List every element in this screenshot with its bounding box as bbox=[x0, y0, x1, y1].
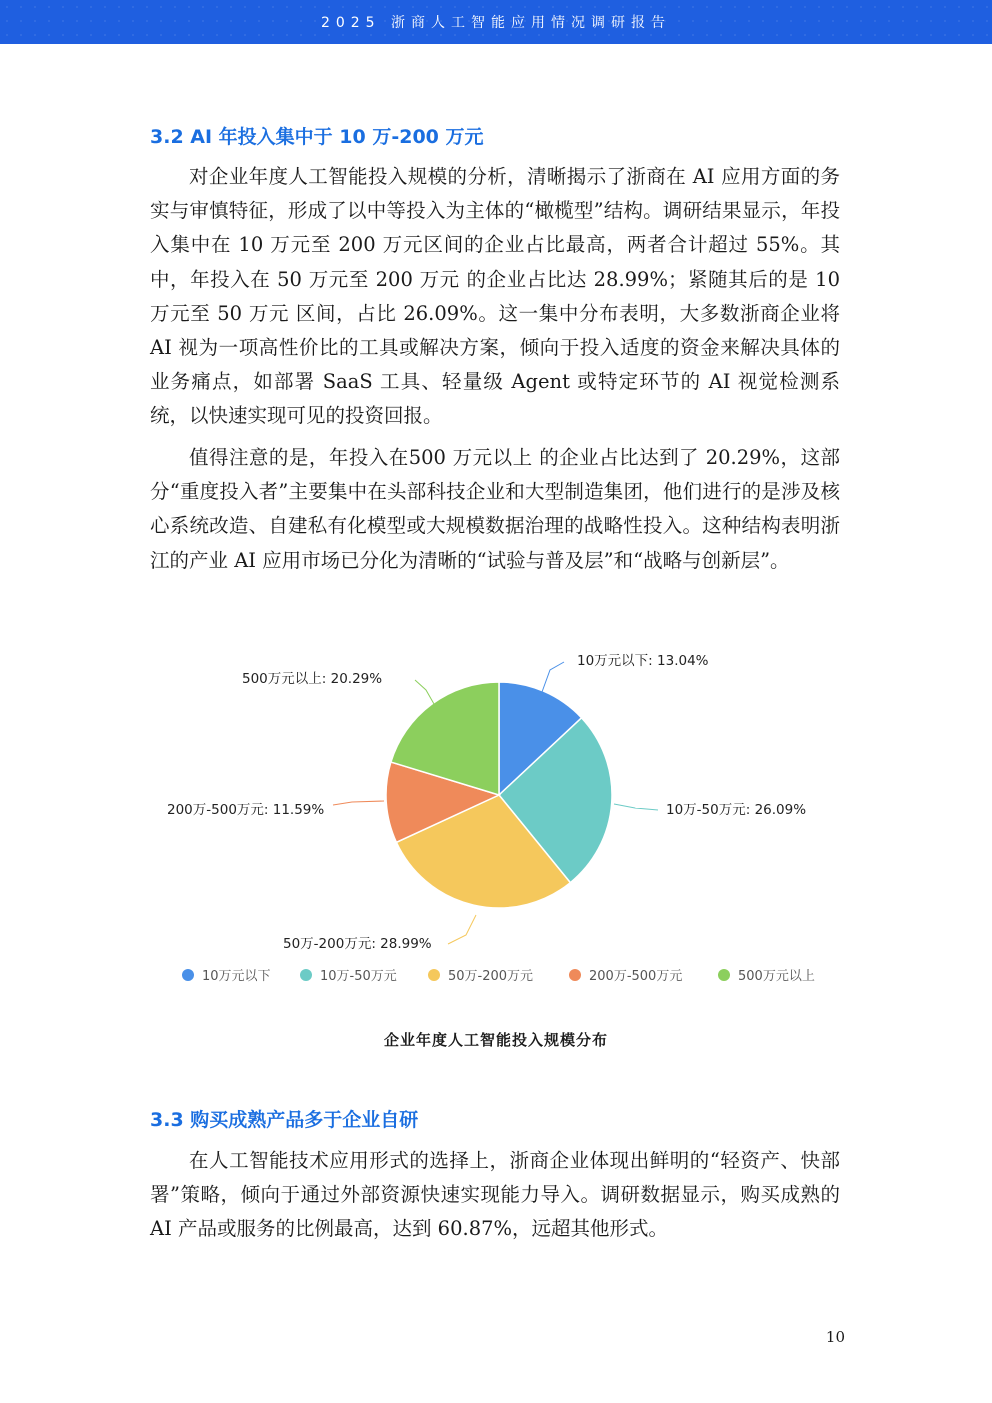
legend-label: 10万-50万元 bbox=[320, 969, 397, 984]
paragraph: 值得注意的是，年投入在500 万元以上 的企业占比达到了 20.29%，这部分“重度投入者”主要集中在头部科技企业和大型制造集团，他们进行的是涉及核心系统改造、自建私有化模型或大规模数据治理的战略性投入。这种结构表明浙江的产业 AI 应用市场已分化为清晰的“试验与普及层”和“战略与创新层”。 bbox=[150, 446, 840, 572]
slice-label: 50万-200万元: 28.99% bbox=[283, 936, 432, 952]
slice-label: 200万-500万元: 11.59% bbox=[167, 802, 325, 818]
legend-marker bbox=[569, 969, 581, 981]
page-number: 10 bbox=[825, 1328, 845, 1346]
label-leader-line bbox=[448, 915, 476, 944]
slice-label: 10万元以下: 13.04% bbox=[577, 653, 709, 669]
label-leader-line bbox=[415, 680, 434, 704]
pie-chart bbox=[130, 630, 860, 1000]
section-heading-3-2: 3.2 AI 年投入集中于 10 万-200 万元 bbox=[150, 126, 484, 148]
label-leader-line bbox=[333, 801, 384, 805]
paragraph: 对企业年度人工智能投入规模的分析，清晰揭示了浙商在 AI 应用方面的务实与审慎特征，形成了以中等投入为主体的“橄榄型”结构。调研结果显示，年投入集中在 10 万元至 200 万元区间的企业占比最高，两者合计超过 55%。其中，年投入在 50 万元至 200 万元 的企业占比达 28.99%；紧随其后的是 10 万元至 50 万元 区间，占比 26.09%。这一集中分布表明，大多数浙商企业将 AI 视为一项高性价比的工具或解决方案，倾向于投入适度的资金来解决具体的业务痛点，如部署 SaaS 工具、轻量级 Agent 或特定环节的 AI 视觉检测系统，以快速实现可见的投资回报。 bbox=[150, 165, 840, 428]
header-title: 2025 浙商人工智能应用情况调研报告 bbox=[320, 15, 672, 31]
legend-label: 500万元以上 bbox=[738, 969, 815, 984]
slice-label: 500万元以上: 20.29% bbox=[242, 671, 383, 687]
legend-label: 200万-500万元 bbox=[589, 969, 683, 984]
label-leader-line bbox=[614, 804, 658, 810]
legend-marker bbox=[718, 969, 730, 981]
page-header bbox=[0, 0, 992, 44]
legend-label: 50万-200万元 bbox=[448, 969, 534, 984]
section-heading-3-3: 3.3 购买成熟产品多于企业自研 bbox=[150, 1109, 419, 1131]
pie-chart-svg bbox=[130, 630, 860, 1000]
legend-marker bbox=[428, 969, 440, 981]
label-leader-line bbox=[542, 662, 564, 692]
legend-marker bbox=[300, 969, 312, 981]
legend-label: 10万元以下 bbox=[202, 969, 271, 984]
slice-label: 10万-50万元: 26.09% bbox=[666, 802, 807, 818]
legend-marker bbox=[182, 969, 194, 981]
chart-caption: 企业年度人工智能投入规模分布 bbox=[383, 1031, 608, 1049]
paragraph: 在人工智能技术应用形式的选择上，浙商企业体现出鲜明的“轻资产、快部署”策略，倾向于通过外部资源快速实现能力导入。调研数据显示，购买成熟的 AI 产品或服务的比例最高，达到 60.87%，远超其他形式。 bbox=[150, 1149, 840, 1241]
